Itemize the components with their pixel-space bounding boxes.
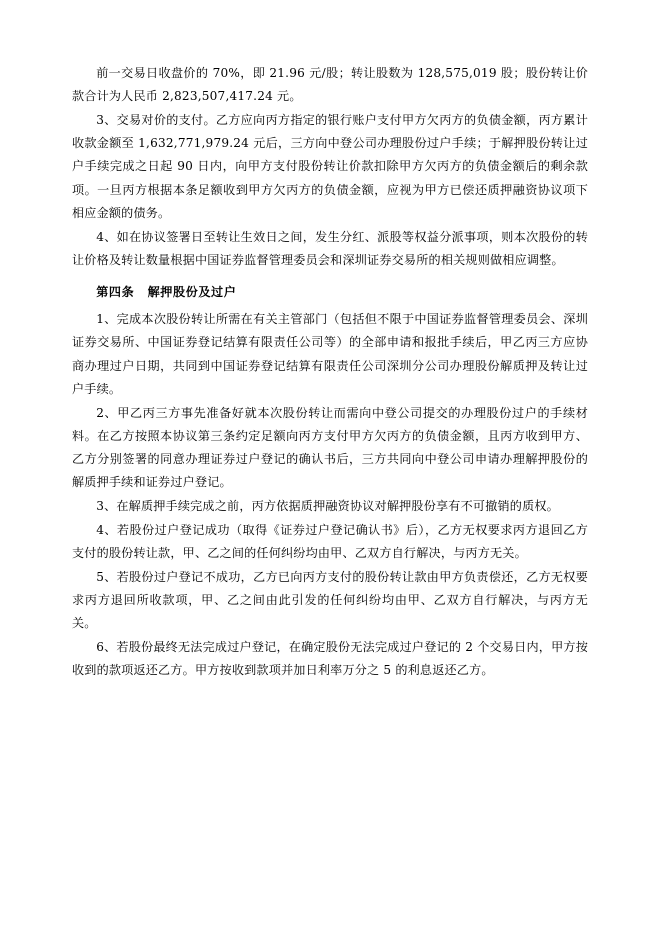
paragraph: 6、若股份最终无法完成过户登记，在确定股份无法完成过户登记的 2 个交易日内，甲方按收到的款项返还乙方。甲方按收到款项并加日利率万分之 5 的利息返还乙方。 bbox=[72, 639, 588, 677]
paragraph: 2、甲乙丙三方事先准备好就本次股份转让而需向中登公司提交的办理股份过户的手续材料。在乙方按照本协议第三条约定足额向丙方支付甲方欠丙方的负债金额，且丙方收到甲方、乙方分别签署的同意办理证券过户登记的确认书后，三方共同向中登公司申请办理解押股份的解质押手续和证券过户登记。 bbox=[72, 405, 588, 490]
paragraph: 1、完成本次股份转让所需在有关主管部门（包括但不限于中国证券监督管理委员会、深圳证券交易所、中国证券登记结算有限责任公司等）的全部申请和报批手续后，甲乙丙三方应协商办理过户日期，共同到中国证券登记结算有限责任公司深圳分公司办理股份解质押及转让过户手续。 bbox=[72, 312, 588, 396]
section-heading bbox=[72, 281, 588, 304]
document-body bbox=[72, 62, 588, 682]
section-heading-label: 第四条 bbox=[96, 284, 135, 299]
section-heading-title: 解押股份及过户 bbox=[147, 284, 237, 299]
paragraph: 5、若股份过户登记不成功，乙方已向丙方支付的股份转让款由甲方负责偿还，乙方无权要求丙方退回所收款项，甲、乙之间由此引发的任何纠纷均由甲、乙双方自行解决，与丙方无关。 bbox=[72, 569, 588, 631]
paragraph: 3、在解质押手续完成之前，丙方依据质押融资协议对解押股份享有不可撤销的质权。 bbox=[96, 498, 559, 513]
paragraph: 4、如在协议签署日至转让生效日之间，发生分红、派股等权益分派事项，则本次股份的转让价格及转让数量根据中国证券监督管理委员会和深圳证券交易所的相关规则做相应调整。 bbox=[72, 229, 588, 267]
paragraph: 前一交易日收盘价的 70%，即 21.96 元/股；转让股数为 128,575,019 股；股份转让价款合计为人民币 2,823,507,417.24 元。 bbox=[72, 66, 588, 104]
paragraph: 4、若股份过户登记成功（取得《证券过户登记确认书》后），乙方无权要求丙方退回乙方支付的股份转让款，甲、乙之间的任何纠纷均由甲、乙双方自行解决，与丙方无关。 bbox=[72, 522, 588, 560]
paragraph: 3、交易对价的支付。乙方应向丙方指定的银行账户支付甲方欠丙方的负债金额，丙方累计收款金额至 1,632,771,979.24 元后，三方向中登公司办理股份过户手续；于解押股份转让过户手续完成之日起 90 日内，向甲方支付股份转让价款扣除甲方欠丙方的负债金额后的剩余款项。一旦丙方根据本条足额收到甲方欠丙方的负债金额，应视为甲方已偿还质押融资协议项下相应金额的债务。 bbox=[72, 112, 588, 220]
